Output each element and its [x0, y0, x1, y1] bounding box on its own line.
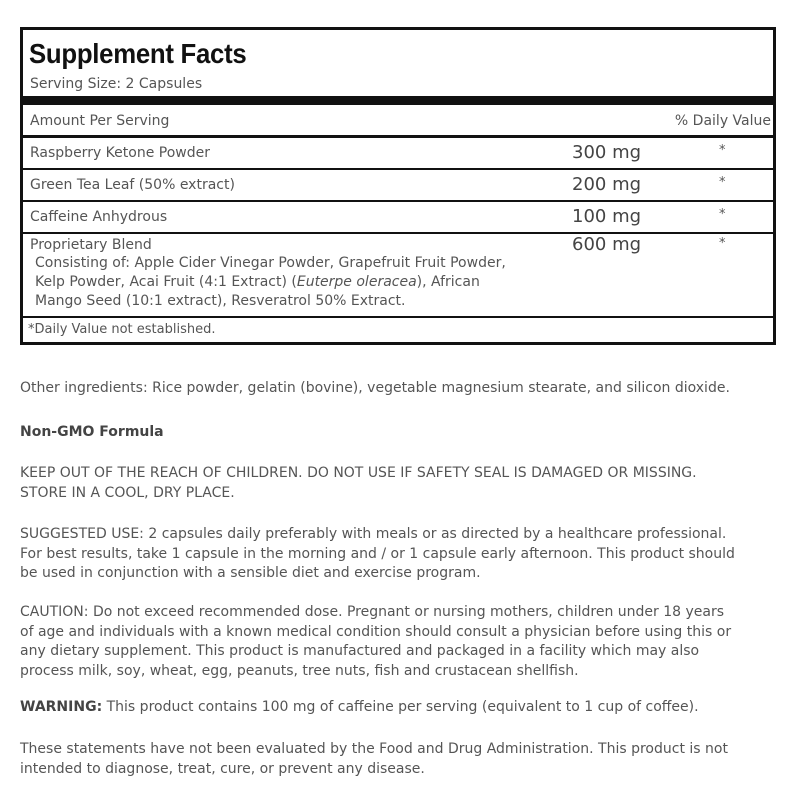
ingredient-name: Green Tea Leaf (50% extract) — [30, 177, 235, 193]
table-row — [23, 170, 773, 202]
divider-thick — [23, 96, 773, 105]
suggested-use: SUGGESTED USE: 2 capsules daily preferably with meals or as directed by a healthcare professional. For best results, take 1 capsule in the morning and / or 1 capsule early afternoon. This product should be used in conjunction with a sensible diet and exercise program. — [20, 526, 735, 581]
warning-label: WARNING: — [20, 699, 103, 715]
ingredient-amount: 100 mg — [572, 206, 642, 227]
fda-disclaimer: These statements have not been evaluated by the Food and Drug Administration. This product is not intended to diagnose, treat, cure, or prevent any disease. — [20, 741, 728, 777]
ingredient-amount: 300 mg — [572, 142, 642, 163]
daily-value-footnote: *Daily Value not established. — [28, 322, 216, 337]
blend-description-line: Kelp Powder, Acai Fruit (4:1 Extract) (Euterpe oleracea), African — [35, 274, 480, 290]
ingredient-name: Caffeine Anhydrous — [30, 209, 168, 225]
ingredient-daily-value: * — [719, 175, 726, 190]
caution-notice: CAUTION: Do not exceed recommended dose. Pregnant or nursing mothers, children under 18 years of age and individuals with a known medical condition should consult a physician before using this or any dietary supplement. This product is manufactured and packaged in a facility which may also process milk, soy, wheat, egg, peanuts, tree nuts, fish and crustacean shellfish. — [20, 604, 732, 679]
table-row — [23, 138, 773, 170]
ingredient-name: Proprietary Blend — [30, 237, 152, 253]
blend-description-line: Consisting of: Apple Cider Vinegar Powder, Grapefruit Fruit Powder, — [35, 255, 506, 271]
non-gmo-heading: Non-GMO Formula — [20, 424, 164, 440]
keep-out-notice: KEEP OUT OF THE REACH OF CHILDREN. DO NOT USE IF SAFETY SEAL IS DAMAGED OR MISSING. STORE IN A COOL, DRY PLACE. — [20, 465, 697, 501]
blend-description-line: Mango Seed (10:1 extract), Resveratrol 50% Extract. — [35, 293, 406, 309]
table-header — [23, 105, 773, 135]
amount-per-serving-header: Amount Per Serving — [30, 113, 170, 129]
warning-text: This product contains 100 mg of caffeine per serving (equivalent to 1 cup of coffee). — [102, 699, 699, 715]
ingredient-name: Raspberry Ketone Powder — [30, 145, 210, 161]
panel-title: Supplement Facts — [29, 38, 247, 69]
ingredient-daily-value: * — [719, 236, 726, 251]
table-row — [23, 234, 773, 318]
ingredient-daily-value: * — [719, 143, 726, 158]
ingredient-amount: 200 mg — [572, 174, 642, 195]
serving-size: Serving Size: 2 Capsules — [30, 76, 203, 92]
blend-description — [35, 254, 565, 311]
warning-notice — [20, 698, 780, 718]
ingredient-amount: 600 mg — [572, 234, 642, 255]
table-row — [23, 202, 773, 234]
supplement-facts-panel — [20, 27, 776, 345]
ingredient-daily-value: * — [719, 207, 726, 222]
daily-value-header: % Daily Value — [674, 113, 771, 129]
other-ingredients: Other ingredients: Rice powder, gelatin (bovine), vegetable magnesium stearate, and silicon dioxide. — [20, 380, 730, 396]
latin-name: Euterpe oleracea — [296, 274, 417, 290]
